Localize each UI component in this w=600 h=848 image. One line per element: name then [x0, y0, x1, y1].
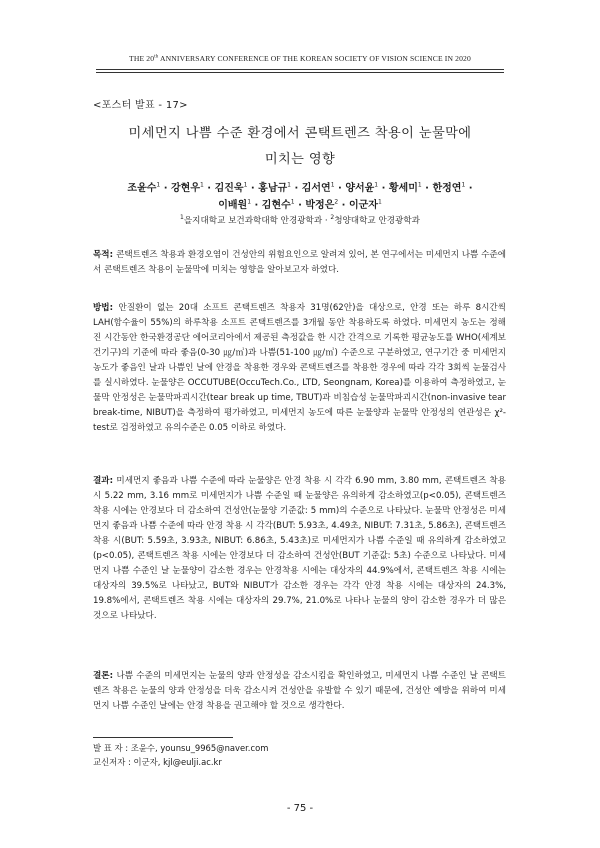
corresponding-footnote: 교신저자 : 이군자, kjl@eulji.ac.kr	[93, 757, 222, 767]
author-separator: ·	[378, 183, 389, 194]
poster-label: <포스터 발표 - 17>	[93, 100, 188, 111]
author-sup: 1	[287, 181, 291, 189]
author-sup: 1	[199, 181, 204, 189]
methods-text: 안질환이 없는 20대 소프트 콘택트렌즈 착용자 31명(62안)을 대상으로, 안경 또는 하루 8시간씩 LAH(함수율이 55%)의 하루착용 소프트 콘택트렌즈를 3개월 동안 착용하도록 하였다. 미세먼지 농도는 정해진 시간동안 한국환경공단 에어코리아에서 제공된 측정값을 한 시간 간격으로 기록한 평균농도를 WHO(세계보건기구)의 기준에 따라 좋음(0-30 ㎍/㎥)과 나쁨(51-100 ㎍/㎥) 수준으로 구분하였고, 연구기간 중 미세먼지 농도가 좋음인 날과 나쁨인 날에 안경을 착용한 경우와 콘택트렌즈를 착용한 경우에 따라 각각 3회씩 눈물검사를 실시하였다. 눈물양은 OCCUTUBE(OccuTech.Co., LTD, Seongnam, Korea)를 이용하여 측정하였고, 눈물막 안정성은 눈물막파괴시간(tear break up time, TBUT)과 비침습성 눈물막파괴시간(non-invasive tear break-time, NIBUT)을 측정하여 평가하였고, 미세먼지 농도에 따른 눈물양과 눈물막 안정성의 연관성은 χ²-test로 검정하였고 유의수준은 0.05 이하로 하였다.	[93, 303, 506, 434]
header-rule-bottom	[96, 72, 504, 73]
author-separator: ·	[290, 183, 302, 194]
author-separator: ·	[338, 200, 349, 211]
page-number: - 75 -	[286, 803, 314, 814]
results-label: 결과:	[93, 476, 117, 486]
author: 강현우	[171, 183, 200, 194]
author-separator: ·	[247, 183, 259, 194]
author-sup: 1	[417, 181, 422, 189]
author-sup: 1	[377, 198, 382, 206]
author-sup: 1	[374, 181, 379, 189]
author-sup: 1	[156, 181, 161, 189]
author-separator: ·	[251, 200, 262, 211]
author-sup: 2	[334, 198, 339, 206]
author-separator: ·	[294, 200, 306, 211]
footnote-rule	[93, 737, 233, 738]
author: 홍남규	[258, 183, 288, 194]
results-text: 미세먼지 좋음과 나쁨 수준에 따라 눈물양은 안경 착용 시 각각 6.90 mm, 3.80 mm, 콘택트렌즈 착용 시 5.22 mm, 3.16 mm로 미세먼지가 나쁨 수준일 때 눈물양은 유의하게 감소하였고(p<0.05), 콘택트렌즈 착용 시에는 안경보다 더 감소하여 건성안(눈물양 기준값: 5 mm)의 수준으로 나타났다. 눈물막 안정성은 미세먼지 좋음과 나쁨 수준에 따라 안경 착용 시 각각(BUT: 5.93초, 4.49초, NIBUT: 7.31초, 5.86초), 콘택트렌즈 착용 시(BUT: 5.59초, 3.93초, NIBUT: 6.86초, 5.43초)로 미세먼지가 나쁨 수준일 때 유의하게 감소하였고(p<0.05), 콘택트렌즈 착용 시에는 안경보다 더 감소하여 건성안(BUT 기준값: 5초) 수준으로 나타났다. 미세먼지 나쁨 수준인 날 눈물양이 감소한 경우는 안경착용 시에는 대상자의 44.9%에서, 콘택트렌즈 착용 시에는 대상자의 39.5%로 나타났고, BUT와 NIBUT가 감소한 경우는 각각 안경 착용 시에는 대상자의 24.3%, 19.8%에서, 콘택트렌즈 착용 시에는 대상자의 29.7%, 21.0%로 나타나 눈물의 양이 감소한 경우가 더 많은 것으로 나타났다.	[93, 476, 506, 622]
author-sup: 1	[247, 198, 252, 206]
affiliation-sup: 2	[330, 214, 335, 222]
author-separator: ·	[421, 183, 433, 194]
conference-header	[0, 54, 600, 63]
purpose-label: 목적:	[93, 250, 117, 260]
author-sup: 1	[290, 198, 295, 206]
affiliation-sup: 1	[180, 214, 184, 222]
conclusion-label: 결론:	[93, 671, 117, 681]
author-separator: ·	[334, 183, 346, 194]
author-sup: 1	[330, 181, 335, 189]
methods-label: 방법:	[93, 303, 119, 313]
title-line-2: 미치는 영향	[264, 152, 336, 167]
affiliations	[60, 214, 540, 226]
author: 박정은	[305, 200, 335, 211]
purpose-text: 콘택트렌즈 착용과 환경오염이 건성안의 위험요인으로 알려져 있어, 본 연구에서는 미세먼지 나쁨 수준에서 콘택트렌즈 착용이 눈물막에 미치는 영향을 알아보고자 하였다.	[93, 250, 506, 276]
title-line-1: 미세먼지 나쁨 수준 환경에서 콘택트렌즈 착용이 눈물막에	[128, 126, 472, 141]
author: 조윤수	[127, 183, 157, 194]
authors-line-1	[60, 179, 540, 194]
methods-paragraph	[93, 301, 506, 436]
presenter-footnote: 발 표 자 : 조윤수, younsu_9965@naver.com	[93, 743, 269, 753]
author-separator: ·	[203, 183, 215, 194]
author-sup: 1	[243, 181, 248, 189]
author: 이군자	[348, 200, 378, 211]
purpose-paragraph	[93, 248, 506, 278]
header-rule-top	[96, 69, 504, 70]
author: 이배원	[218, 200, 248, 211]
author-separator: ·	[465, 183, 473, 194]
results-paragraph	[93, 474, 506, 624]
author-separator: ·	[160, 183, 171, 194]
author: 김서연	[301, 183, 331, 194]
header-text-rest: ANNIVERSARY CONFERENCE OF THE KOREAN SOCIETY OF VISION SCIENCE IN 2020	[158, 54, 471, 63]
header-text: THE 20	[129, 54, 155, 63]
authors-line-2	[60, 196, 540, 211]
author: 한정연	[432, 183, 462, 194]
author: 김진욱	[214, 183, 244, 194]
affiliation: 을지대학교 보건과학대학 안경광학과	[183, 216, 323, 226]
affiliation: 청양대학교 안경광학과	[334, 216, 420, 226]
affiliation-separator: ·	[322, 216, 331, 226]
author: 황세미	[388, 183, 418, 194]
header-sup: th	[154, 54, 159, 60]
conclusion-paragraph	[93, 669, 506, 714]
author: 양서윤	[345, 183, 375, 194]
author-sup: 1	[461, 181, 466, 189]
conclusion-text: 나쁨 수준의 미세먼지는 눈물의 양과 안정성을 감소시킴을 확인하였고, 미세먼지 나쁨 수준인 날 콘택트렌즈 착용은 눈물의 양과 안정성을 더욱 감소시켜 건성안을 유발할 수 있기 때문에, 건성안 예방을 위하여 미세먼지 나쁨 수준인 날에는 안경 착용을 권고해야 할 것으로 생각한다.	[93, 671, 506, 712]
author: 김현수	[261, 200, 291, 211]
